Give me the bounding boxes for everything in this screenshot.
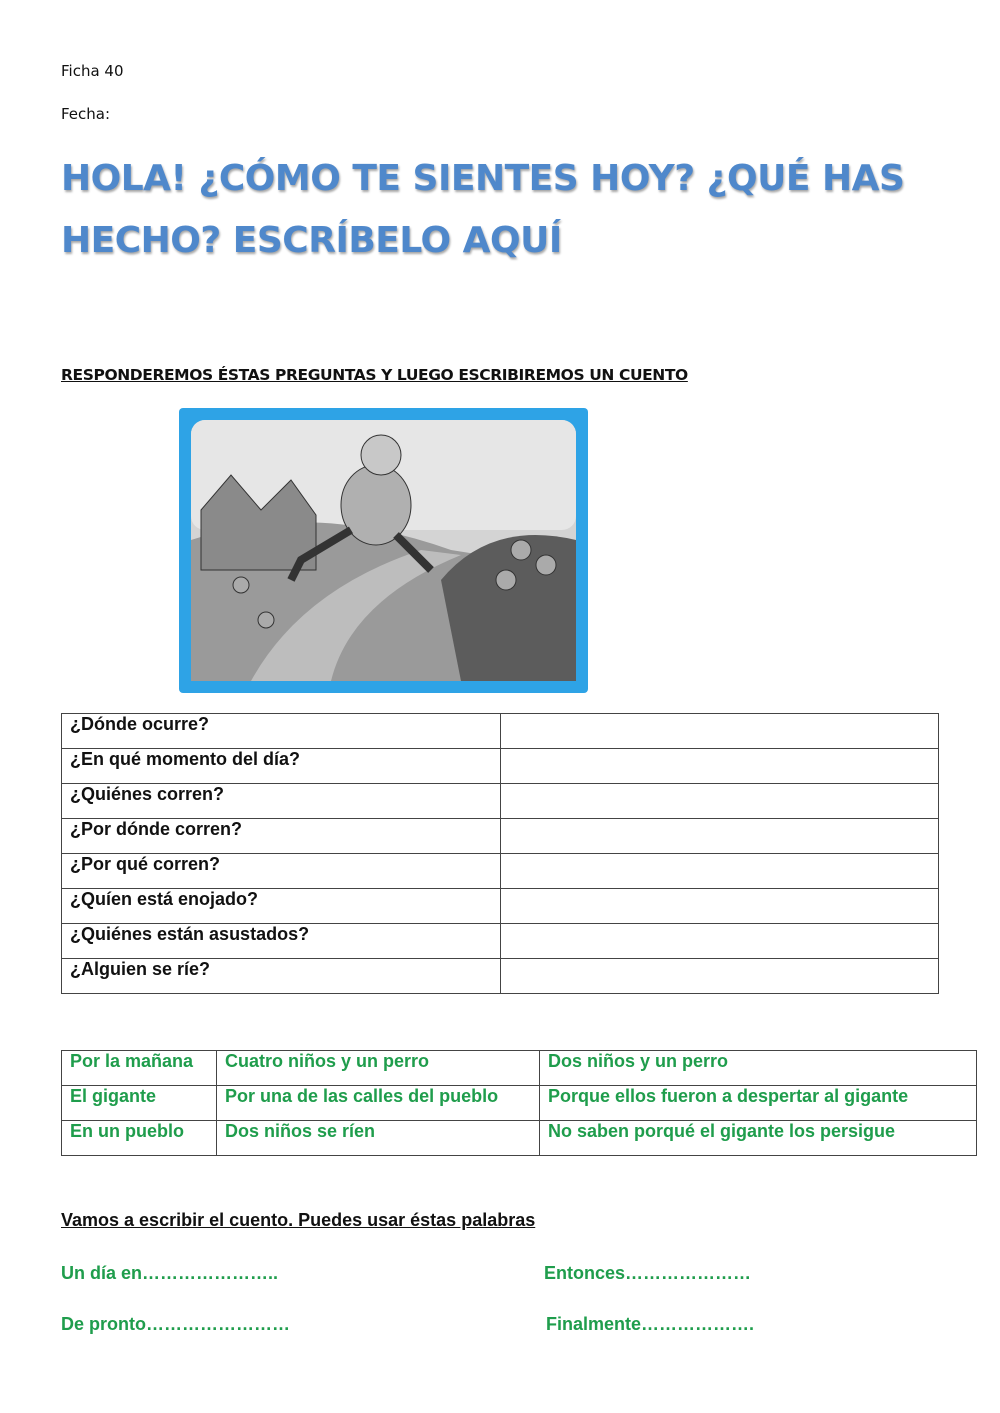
option-cell[interactable]: Por una de las calles del pueblo [217,1086,540,1121]
table-row [62,1086,977,1121]
question-cell: ¿Quíen está enojado? [62,889,501,924]
answer-cell[interactable] [501,889,939,924]
write-heading: Vamos a escribir el cuento. Puedes usar éstas palabras [61,1210,536,1230]
option-cell[interactable]: En un pueblo [62,1121,217,1156]
story-starter: De pronto…………………… [61,1314,290,1334]
story-starter: Un día en………………….. [61,1263,279,1283]
table-row [62,959,939,994]
sheet-number: Ficha 40 [61,62,124,80]
table-row [62,784,939,819]
question-cell: ¿Alguien se ríe? [62,959,501,994]
question-cell: ¿Quiénes están asustados? [62,924,501,959]
giant-chasing-children-image [191,420,576,681]
question-cell: ¿Dónde ocurre? [62,714,501,749]
question-cell: ¿En qué momento del día? [62,749,501,784]
table-row [62,924,939,959]
table-row [62,1121,977,1156]
table-row [62,1051,977,1086]
option-cell[interactable]: Porque ellos fueron a despertar al gigante [540,1086,977,1121]
answer-cell[interactable] [501,959,939,994]
answer-cell[interactable] [501,924,939,959]
option-cell[interactable]: Dos niños y un perro [540,1051,977,1086]
answer-cell[interactable] [501,854,939,889]
questions-table [61,713,939,994]
section-subtitle: RESPONDEREMOS ÉSTAS PREGUNTAS Y LUEGO ESCRIBIREMOS UN CUENTO [61,366,688,384]
answer-options-table [61,1050,977,1156]
answer-cell[interactable] [501,714,939,749]
story-starter: Entonces………………… [544,1263,752,1283]
option-cell[interactable]: Dos niños se ríen [217,1121,540,1156]
option-cell[interactable]: No saben porqué el gigante los persigue [540,1121,977,1156]
question-cell: ¿Quiénes corren? [62,784,501,819]
date-label: Fecha: [61,105,111,123]
answer-cell[interactable] [501,749,939,784]
question-cell: ¿Por dónde corren? [62,819,501,854]
option-cell[interactable]: Por la mañana [62,1051,217,1086]
table-row [62,854,939,889]
answer-cell[interactable] [501,819,939,854]
story-starter: Finalmente………………. [546,1314,755,1334]
option-cell[interactable]: El gigante [62,1086,217,1121]
table-row [62,889,939,924]
table-row [62,749,939,784]
table-row [62,819,939,854]
question-cell: ¿Por qué corren? [62,854,501,889]
answer-cell[interactable] [501,784,939,819]
story-illustration [179,408,588,693]
page-title: HOLA! ¿CÓMO TE SIENTES HOY? ¿QUÉ HAS HECHO? ESCRÍBELO AQUÍ [61,158,905,261]
table-row [62,714,939,749]
option-cell[interactable]: Cuatro niños y un perro [217,1051,540,1086]
